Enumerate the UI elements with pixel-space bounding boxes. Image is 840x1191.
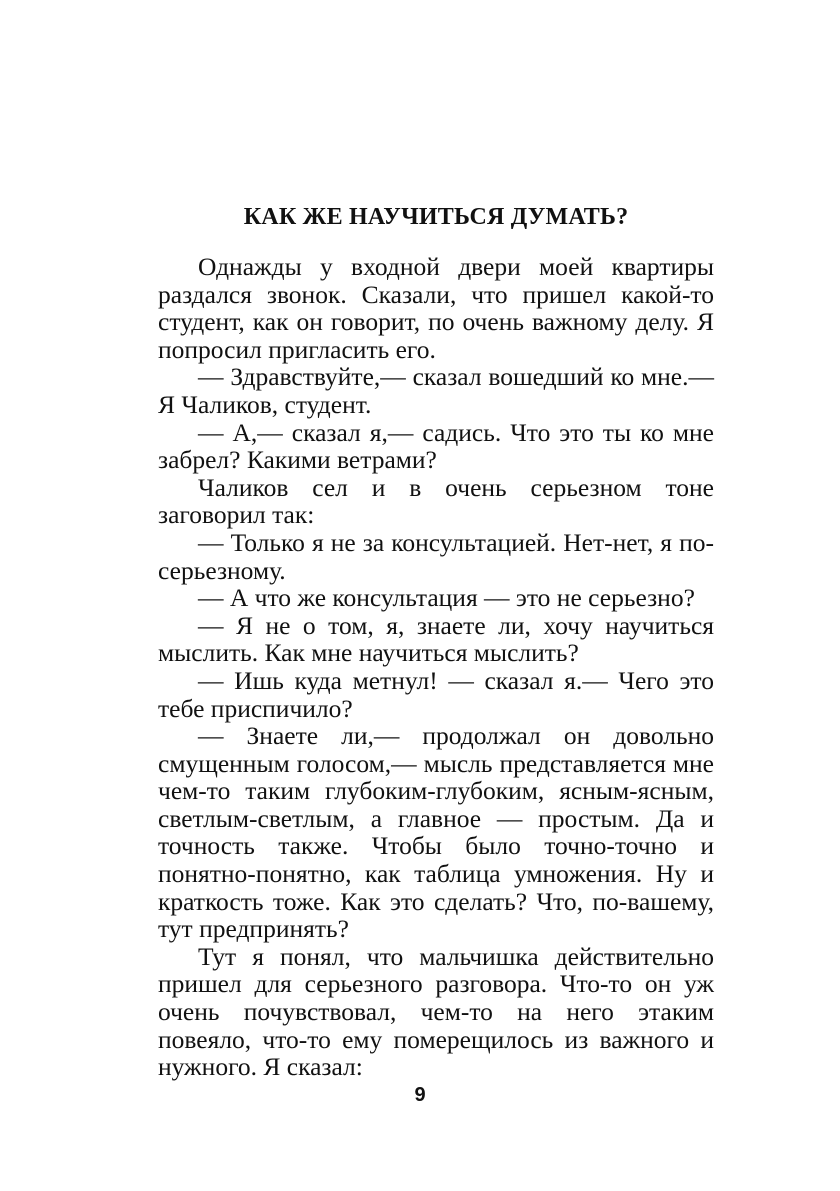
paragraph: — Я не о том, я, знаете ли, хочу научиться мыслить. Как мне научиться мыслить? [158, 610, 714, 668]
paragraph: — А,— сказал я,— садись. Что это ты ко мне забрел? Какими ветрами? [158, 417, 714, 475]
paragraph: — Только я не за консультацией. Нет-нет, я по-серьезному. [158, 527, 714, 585]
page-number: 9 [414, 1084, 426, 1106]
paragraph: Однажды у входной двери моей квартиры раздался звонок. Сказали, что пришел какой-то студент, как он говорит, по очень важному делу. Я попросил пригласить его. [158, 252, 714, 364]
body-text [158, 253, 714, 1081]
paragraph: — Здравствуйте,— сказал вошедший ко мне.— Я Чаликов, студент. [158, 362, 714, 419]
paragraph: — А что же консультация — это не серьезно? [198, 583, 695, 613]
paragraph: — Знаете ли,— продолжал он довольно смущенным голосом,— мысль представляется мне чем-то таким глубоким-глубоким, ясным-ясным, светлым-светлым, а главное — простым. Да и точность также. Чтобы было точно-точно и понятно-понятно, как таблица умножения. Ну и краткость тоже. Как это сделать? Что, по-вашему, тут предпринять? [158, 721, 714, 944]
chapter-title: КАК ЖЕ НАУЧИТЬСЯ ДУМАТЬ? [243, 204, 629, 230]
paragraph: Тут я понял, что мальчишка действительно пришел для серьезного разговора. Что-то он уж очень почувствовал, чем-то на него этаким повеяло, что-то ему померещилось из важного и нужного. Я сказал: [158, 941, 714, 1082]
paragraph: — Ишь куда метнул! — сказал я.— Чего это тебе приспичило? [158, 665, 714, 723]
paragraph: Чаликов сел и в очень серьезном тоне заговорил так: [158, 472, 714, 530]
